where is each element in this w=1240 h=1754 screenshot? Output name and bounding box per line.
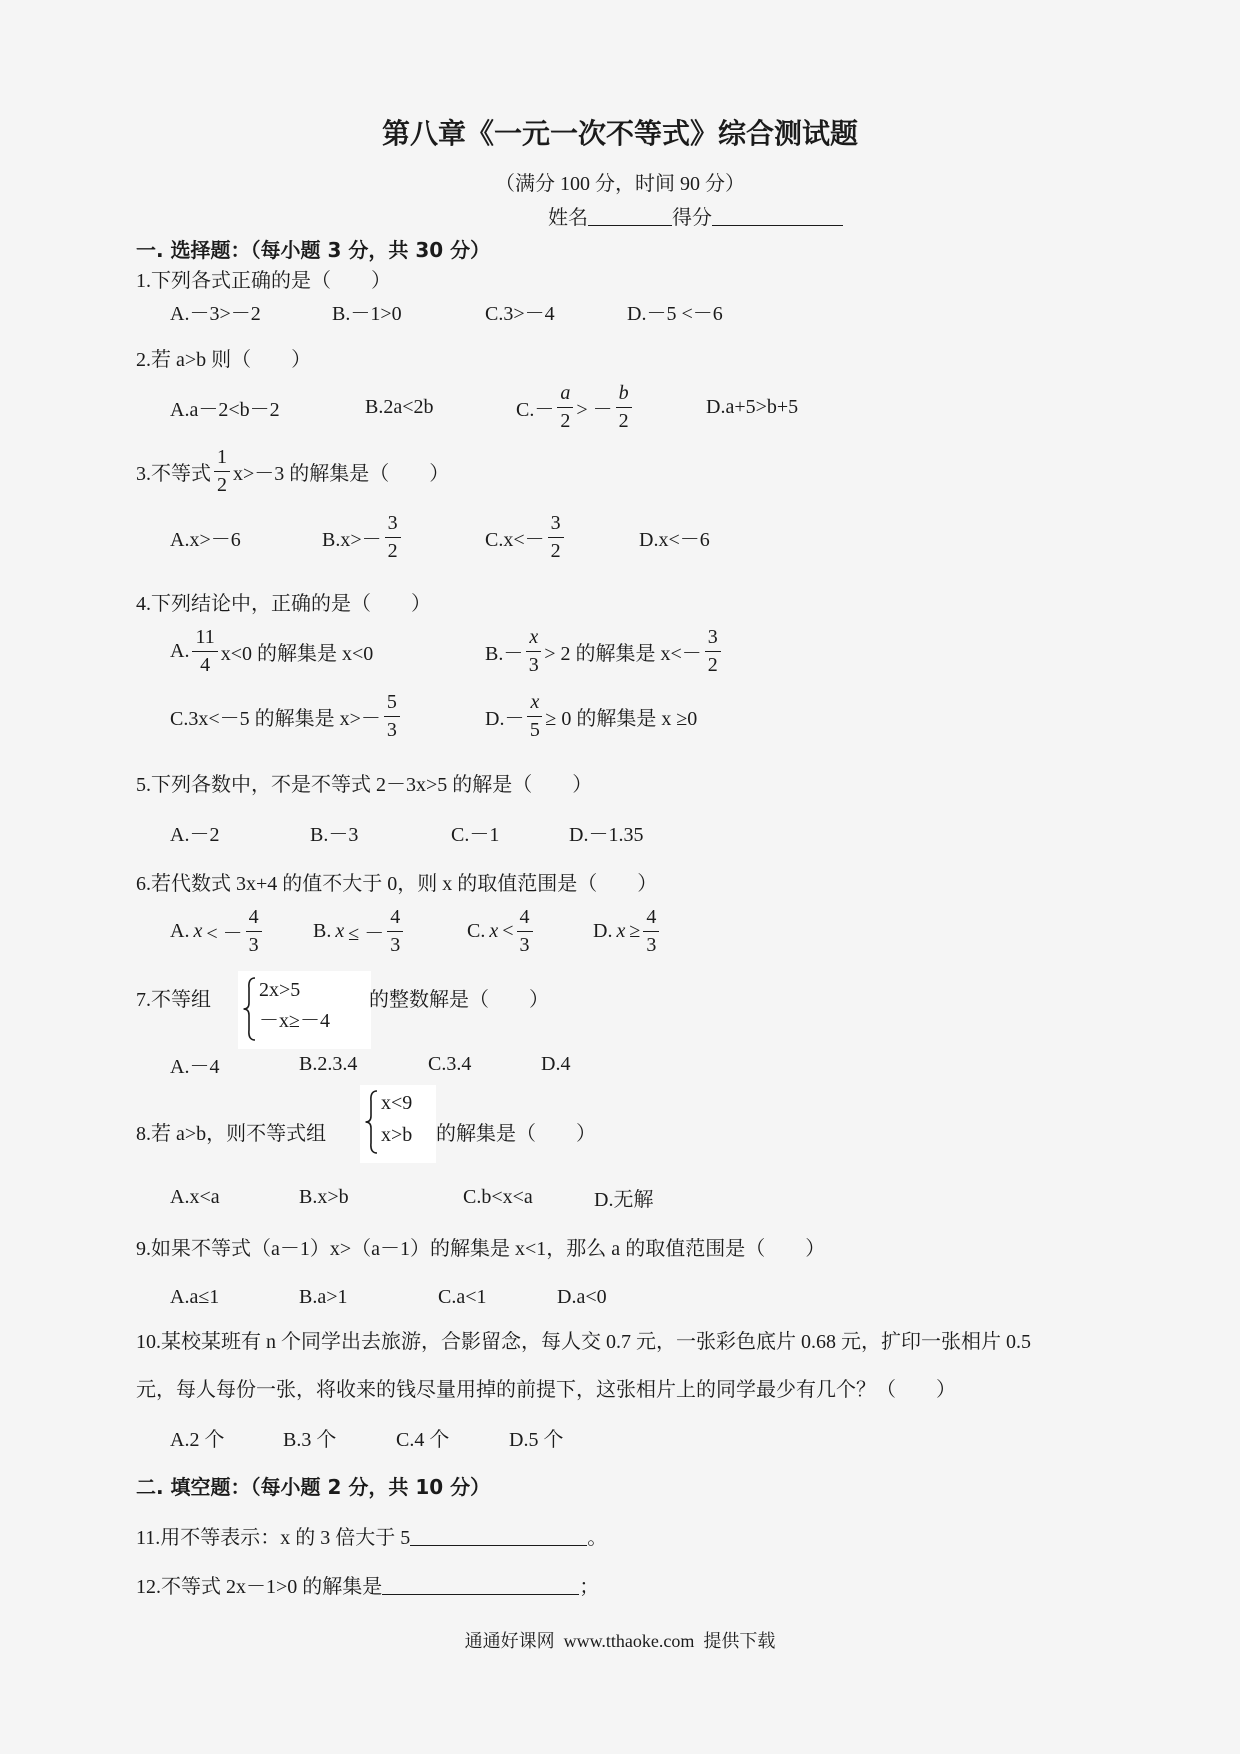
numerator: 3 (548, 511, 564, 538)
q2-option-b: B.2a<2b (365, 395, 434, 418)
q10-option-b: B.3 个 (283, 1428, 337, 1451)
q4-c-label: C.3x<－5 的解集是 x>－ (170, 707, 381, 730)
numerator: 3 (705, 625, 721, 652)
q1-option-d: D.－5 <－6 (627, 302, 723, 325)
fraction (643, 905, 659, 958)
q4-option-d (485, 686, 697, 746)
fraction (214, 445, 230, 498)
q12-stem: 12.不等式 2x－1>0 的解集是 (136, 1575, 383, 1598)
fraction (616, 381, 632, 434)
question-1-stem: 1.下列各式正确的是（ ） (136, 269, 391, 292)
question-7-stem-pre: 7.不等组 (136, 988, 211, 1011)
q8-option-c: C.b<x<a (463, 1185, 533, 1208)
q9-option-c: C.a<1 (438, 1285, 487, 1308)
question-3-stem (136, 441, 449, 501)
q7-option-c: C.3.4 (428, 1052, 472, 1075)
q9-option-b: B.a>1 (299, 1285, 348, 1308)
denominator: 2 (560, 409, 571, 432)
answer-blank (382, 1574, 579, 1595)
fraction (387, 905, 403, 958)
system-line-1: 2x>5 (259, 979, 301, 1001)
fraction (526, 625, 541, 678)
denominator: 2 (618, 409, 629, 432)
q7-option-a: A.－4 (170, 1055, 220, 1078)
q4-a-post: x<0 的解集是 x<0 (220, 642, 374, 665)
name-label: 姓名 (548, 206, 588, 229)
q6-option-d (593, 901, 662, 961)
question-10-stem-line-1: 10.某校某班有 n 个同学出去旅游，合影留念，每人交 0.7 元，一张彩色底片 0.68 元，扩印一张相片 0.5 (136, 1330, 1031, 1353)
question-4-stem: 4.下列结论中，正确的是（ ） (136, 592, 431, 615)
score-blank (712, 205, 843, 226)
name-blank (588, 205, 672, 226)
numerator: x (526, 625, 541, 652)
q6-a-rel: < － (206, 922, 243, 945)
q10-option-d: D.5 个 (509, 1428, 564, 1451)
q3-option-d: D.x<－6 (639, 528, 710, 551)
denominator: 3 (519, 933, 530, 956)
q3-stem-pre: 3.不等式 (136, 462, 211, 485)
q3-option-c (485, 507, 567, 567)
denominator: 2 (217, 473, 227, 496)
q5-option-c: C.－1 (451, 823, 500, 846)
q6-option-c (467, 901, 536, 961)
q2-option-a: A.a－2<b－2 (170, 398, 280, 421)
fraction (517, 905, 533, 958)
system-line-2: －x≥－4 (259, 1010, 330, 1032)
system-line-2: x>b (381, 1124, 413, 1146)
fraction (527, 690, 542, 743)
q7-option-d: D.4 (541, 1052, 571, 1075)
numerator: 1 (214, 445, 230, 472)
question-7-stem-post: 的整数解是（ ） (369, 988, 549, 1011)
denominator: 2 (707, 653, 718, 676)
q9-option-a: A.a≤1 (170, 1285, 220, 1308)
numerator: 11 (192, 625, 217, 652)
q2-option-c (516, 377, 635, 437)
q6-a-var: x (193, 919, 203, 942)
q5-option-b: B.－3 (310, 823, 359, 846)
question-8-stem-pre: 8.若 a>b，则不等式组 (136, 1122, 327, 1145)
denominator: 4 (200, 653, 211, 676)
fraction (192, 625, 217, 678)
q6-option-a (170, 901, 265, 961)
denominator: 3 (646, 933, 657, 956)
q10-option-a: A.2 个 (170, 1428, 225, 1451)
numerator: 4 (517, 905, 533, 932)
fraction (548, 511, 564, 564)
q1-option-c: C.3>－4 (485, 302, 555, 325)
q4-b-mid: > 2 的解集是 x<－ (544, 642, 702, 665)
q2-c-label: C.－ (516, 398, 555, 421)
denominator: 2 (550, 539, 561, 562)
question-12 (136, 1554, 599, 1614)
q12-end: ； (579, 1575, 600, 1598)
q5-option-d: D.－1.35 (569, 823, 644, 846)
numerator: 4 (246, 905, 262, 932)
q6-c-rel: < (502, 919, 514, 942)
q8-inequality-system (360, 1085, 436, 1163)
fraction (385, 511, 401, 564)
q3-c-label: C.x<－ (485, 528, 545, 551)
denominator: 3 (248, 933, 259, 956)
subtitle: （满分 100 分，时间 90 分） (495, 172, 745, 195)
numerator: 5 (384, 690, 400, 717)
numerator: 4 (643, 905, 659, 932)
question-10-stem-line-2: 元，每人每份一张，将收来的钱尽量用掉的前提下，这张相片上的同学最少有几个？（ ） (136, 1378, 956, 1401)
numerator: a (557, 381, 573, 408)
denominator: 3 (390, 933, 401, 956)
numerator: 3 (385, 511, 401, 538)
q11-stem: 11.用不等表示：x 的 3 倍大于 5 (136, 1526, 411, 1549)
q6-b-rel: ≤ － (348, 922, 385, 945)
q7-option-b: B.2.3.4 (299, 1052, 358, 1075)
score-label: 得分 (672, 206, 712, 229)
denominator: 3 (386, 718, 397, 741)
question-6-stem: 6.若代数式 3x+4 的值不大于 0，则 x 的取值范围是（ ） (136, 872, 658, 895)
q4-option-b (485, 621, 724, 681)
question-9-stem: 9.如果不等式（a－1）x>（a－1）的解集是 x<1，那么 a 的取值范围是（ ） (136, 1237, 826, 1260)
system-line-1: x<9 (381, 1092, 413, 1114)
denominator: 5 (529, 718, 540, 741)
denominator: 2 (387, 539, 398, 562)
section-heading-fill-in: 二. 填空题：（每小题 2 分，共 10 分） (136, 1474, 491, 1499)
fraction (705, 625, 721, 678)
q3-b-label: B.x>－ (322, 528, 382, 551)
q10-option-c: C.4 个 (396, 1428, 450, 1451)
q4-d-label: D.－ (485, 707, 525, 730)
q6-option-b (313, 901, 406, 961)
q2-option-d: D.a+5>b+5 (706, 395, 799, 418)
page-title: 第八章《一元一次不等式》综合测试题 (381, 117, 858, 150)
fraction (384, 690, 400, 743)
q6-d-rel: ≥ (629, 919, 641, 942)
q3-option-b (322, 507, 404, 567)
q6-b-label: B. (313, 919, 332, 942)
q8-option-d: D.无解 (594, 1188, 654, 1211)
q11-end: 。 (587, 1526, 608, 1549)
q4-option-c (170, 686, 403, 746)
q8-option-a: A.x<a (170, 1185, 220, 1208)
fraction (557, 381, 573, 434)
question-8-stem-post: 的解集是（ ） (436, 1122, 596, 1145)
q6-d-var: x (616, 919, 626, 942)
q1-option-a: A.－3>－2 (170, 302, 261, 325)
brace-icon (242, 976, 258, 1042)
name-score-line (548, 185, 843, 245)
q2-c-relation: > － (576, 398, 613, 421)
page-footer: 通通好课网 www.tthaoke.com 提供下载 (464, 1631, 776, 1651)
denominator: 3 (528, 653, 539, 676)
q4-a-label: A. (170, 639, 190, 662)
question-5-stem: 5.下列各数中，不是不等式 2－3x>5 的解是（ ） (136, 773, 593, 796)
answer-blank (410, 1525, 587, 1546)
q4-option-a (170, 621, 373, 681)
q4-d-post: ≥ 0 的解集是 x ≥0 (545, 707, 698, 730)
q6-c-var: x (489, 919, 499, 942)
section-heading-choice: 一. 选择题：（每小题 3 分，共 30 分） (136, 237, 491, 262)
question-2-stem: 2.若 a>b 则（ ） (136, 348, 312, 371)
numerator: 4 (387, 905, 403, 932)
q8-option-b: B.x>b (299, 1185, 349, 1208)
numerator: x (527, 690, 542, 717)
numerator: b (616, 381, 632, 408)
q6-d-label: D. (593, 919, 613, 942)
q4-b-label: B.－ (485, 642, 524, 665)
q9-option-d: D.a<0 (557, 1285, 607, 1308)
brace-icon (364, 1089, 380, 1155)
q3-option-a: A.x>－6 (170, 528, 241, 551)
q1-option-b: B.－1>0 (332, 302, 402, 325)
q6-b-var: x (335, 919, 345, 942)
q3-stem-post: x>－3 的解集是（ ） (233, 462, 450, 485)
fraction (246, 905, 262, 958)
q6-c-label: C. (467, 919, 486, 942)
q5-option-a: A.－2 (170, 823, 220, 846)
q6-a-label: A. (170, 919, 190, 942)
